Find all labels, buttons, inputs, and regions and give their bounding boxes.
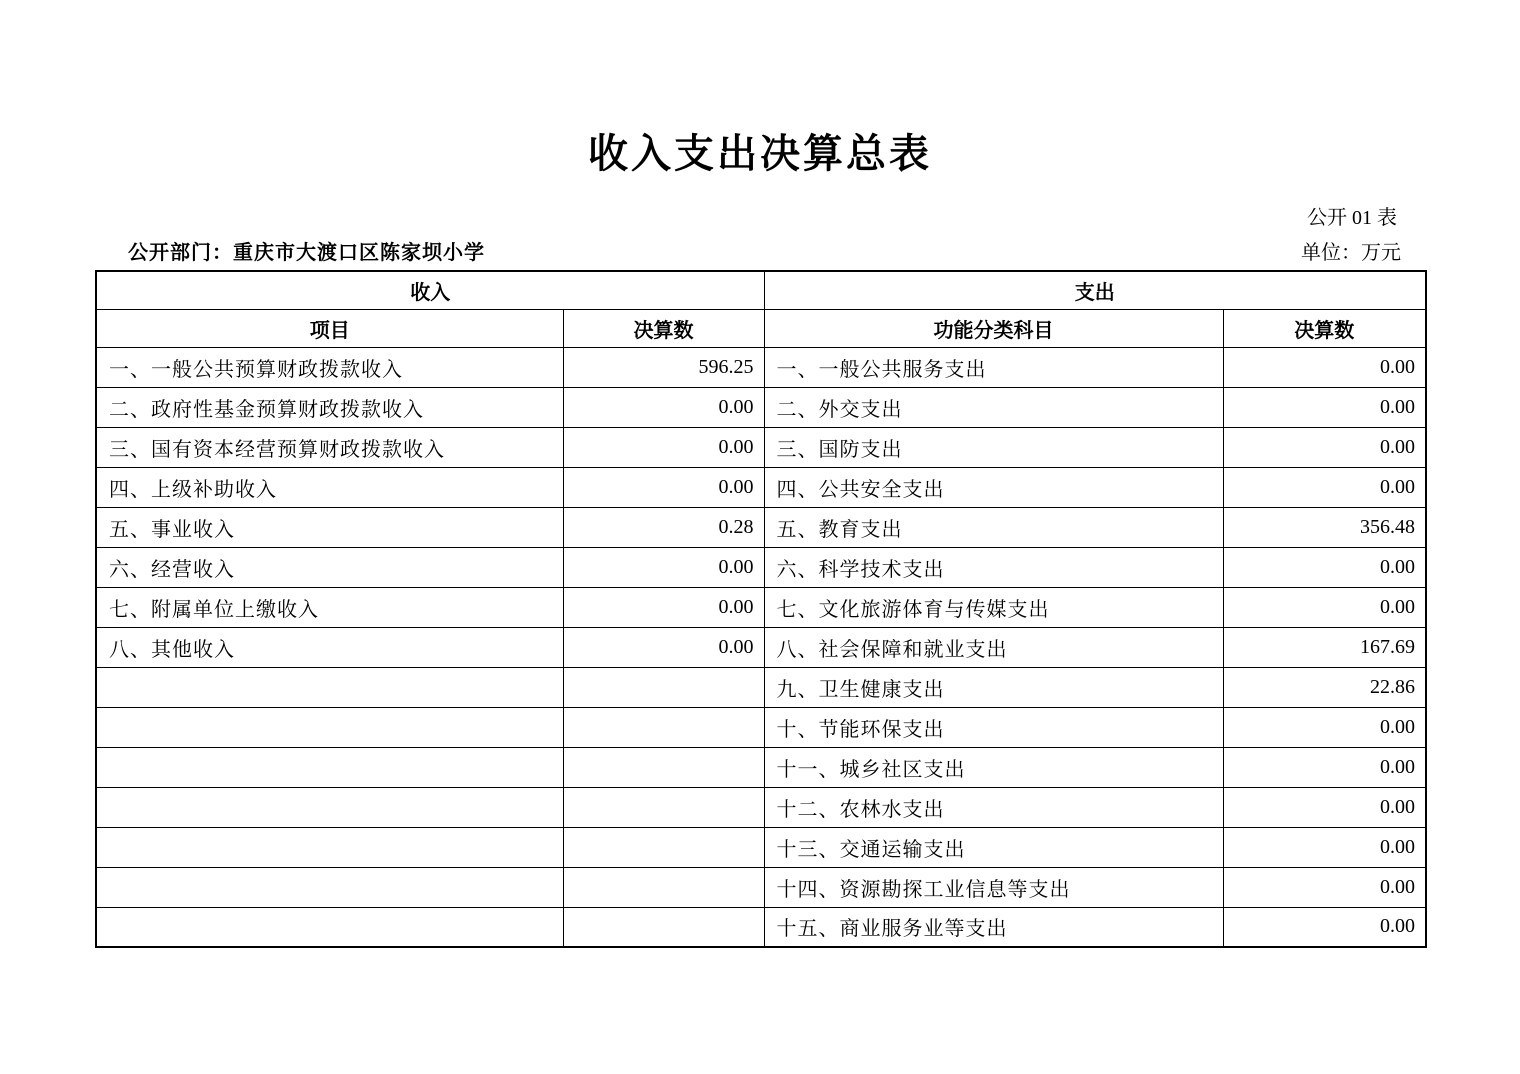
page-title: 收入支出决算总表 [588, 132, 932, 176]
income-section-header: 收入 [96, 271, 764, 309]
expenditure-item-cell: 九、卫生健康支出 [764, 667, 1223, 707]
table-body [96, 347, 1426, 947]
table-row [96, 667, 1426, 707]
income-item-cell: 六、经营收入 [96, 547, 563, 587]
expenditure-value-cell: 167.69 [1223, 627, 1426, 667]
income-value-cell [563, 867, 764, 907]
income-item-cell: 一、一般公共预算财政拨款收入 [96, 347, 563, 387]
expenditure-item-cell: 一、一般公共服务支出 [764, 347, 1223, 387]
table-code-label: 公开 01 表 [1307, 207, 1397, 229]
expenditure-item-cell: 六、科学技术支出 [764, 547, 1223, 587]
table-row [96, 467, 1426, 507]
expenditure-value-cell: 0.00 [1223, 707, 1426, 747]
expenditure-value-cell: 356.48 [1223, 507, 1426, 547]
income-item-cell: 七、附属单位上缴收入 [96, 587, 563, 627]
income-value-cell [563, 827, 764, 867]
income-value-cell [563, 787, 764, 827]
expenditure-item-cell: 五、教育支出 [764, 507, 1223, 547]
table-row [96, 547, 1426, 587]
expenditure-value-cell: 0.00 [1223, 387, 1426, 427]
income-item-cell: 五、事业收入 [96, 507, 563, 547]
expenditure-item-cell: 八、社会保障和就业支出 [764, 627, 1223, 667]
expenditure-value-cell: 0.00 [1223, 907, 1426, 947]
expenditure-item-column-header: 功能分类科目 [764, 309, 1223, 347]
income-item-cell [96, 827, 563, 867]
table-row [96, 347, 1426, 387]
expenditure-item-cell: 三、国防支出 [764, 427, 1223, 467]
expenditure-value-cell: 0.00 [1223, 867, 1426, 907]
expenditure-value-cell: 0.00 [1223, 827, 1426, 867]
table-row [96, 587, 1426, 627]
expenditure-value-cell: 0.00 [1223, 427, 1426, 467]
income-item-cell [96, 787, 563, 827]
table-row [96, 707, 1426, 747]
income-item-cell [96, 707, 563, 747]
expenditure-item-cell: 二、外交支出 [764, 387, 1223, 427]
income-value-column-header: 决算数 [563, 309, 764, 347]
income-item-column-header: 项目 [96, 309, 563, 347]
table-row [96, 827, 1426, 867]
income-value-cell: 0.28 [563, 507, 764, 547]
income-value-cell: 0.00 [563, 427, 764, 467]
income-item-cell: 二、政府性基金预算财政拨款收入 [96, 387, 563, 427]
expenditure-value-cell: 0.00 [1223, 747, 1426, 787]
expenditure-value-cell: 0.00 [1223, 787, 1426, 827]
expenditure-item-cell: 十三、交通运输支出 [764, 827, 1223, 867]
expenditure-item-cell: 十二、农林水支出 [764, 787, 1223, 827]
unit-label: 单位：万元 [1301, 242, 1401, 264]
income-value-cell: 596.25 [563, 347, 764, 387]
income-item-cell [96, 867, 563, 907]
income-item-cell [96, 907, 563, 947]
income-item-cell: 四、上级补助收入 [96, 467, 563, 507]
income-value-cell [563, 747, 764, 787]
income-item-cell: 八、其他收入 [96, 627, 563, 667]
expenditure-item-cell: 十五、商业服务业等支出 [764, 907, 1223, 947]
expenditure-item-cell: 十四、资源勘探工业信息等支出 [764, 867, 1223, 907]
expenditure-value-cell: 0.00 [1223, 467, 1426, 507]
income-item-cell: 三、国有资本经营预算财政拨款收入 [96, 427, 563, 467]
expenditure-value-cell: 0.00 [1223, 547, 1426, 587]
expenditure-item-cell: 七、文化旅游体育与传媒支出 [764, 587, 1223, 627]
expenditure-item-cell: 十一、城乡社区支出 [764, 747, 1223, 787]
expenditure-value-cell: 22.86 [1223, 667, 1426, 707]
table-row [96, 867, 1426, 907]
income-value-cell [563, 907, 764, 947]
department-label: 公开部门：重庆市大渡口区陈家坝小学 [128, 242, 485, 264]
table-row [96, 507, 1426, 547]
income-item-cell [96, 747, 563, 787]
income-value-cell: 0.00 [563, 467, 764, 507]
expenditure-item-cell: 四、公共安全支出 [764, 467, 1223, 507]
table-row [96, 387, 1426, 427]
income-item-cell [96, 667, 563, 707]
income-value-cell: 0.00 [563, 587, 764, 627]
expenditure-value-cell: 0.00 [1223, 347, 1426, 387]
income-value-cell [563, 707, 764, 747]
budget-summary-table [95, 270, 1427, 948]
expenditure-value-cell: 0.00 [1223, 587, 1426, 627]
table-row [96, 627, 1426, 667]
table-row [96, 907, 1426, 947]
column-header-row [96, 309, 1426, 347]
income-value-cell: 0.00 [563, 627, 764, 667]
expenditure-section-header: 支出 [764, 271, 1426, 309]
expenditure-item-cell: 十、节能环保支出 [764, 707, 1223, 747]
table-row [96, 747, 1426, 787]
income-value-cell [563, 667, 764, 707]
income-value-cell: 0.00 [563, 547, 764, 587]
income-value-cell: 0.00 [563, 387, 764, 427]
table-row [96, 427, 1426, 467]
table-header [96, 271, 1426, 347]
expenditure-value-column-header: 决算数 [1223, 309, 1426, 347]
section-header-row [96, 271, 1426, 309]
table-row [96, 787, 1426, 827]
